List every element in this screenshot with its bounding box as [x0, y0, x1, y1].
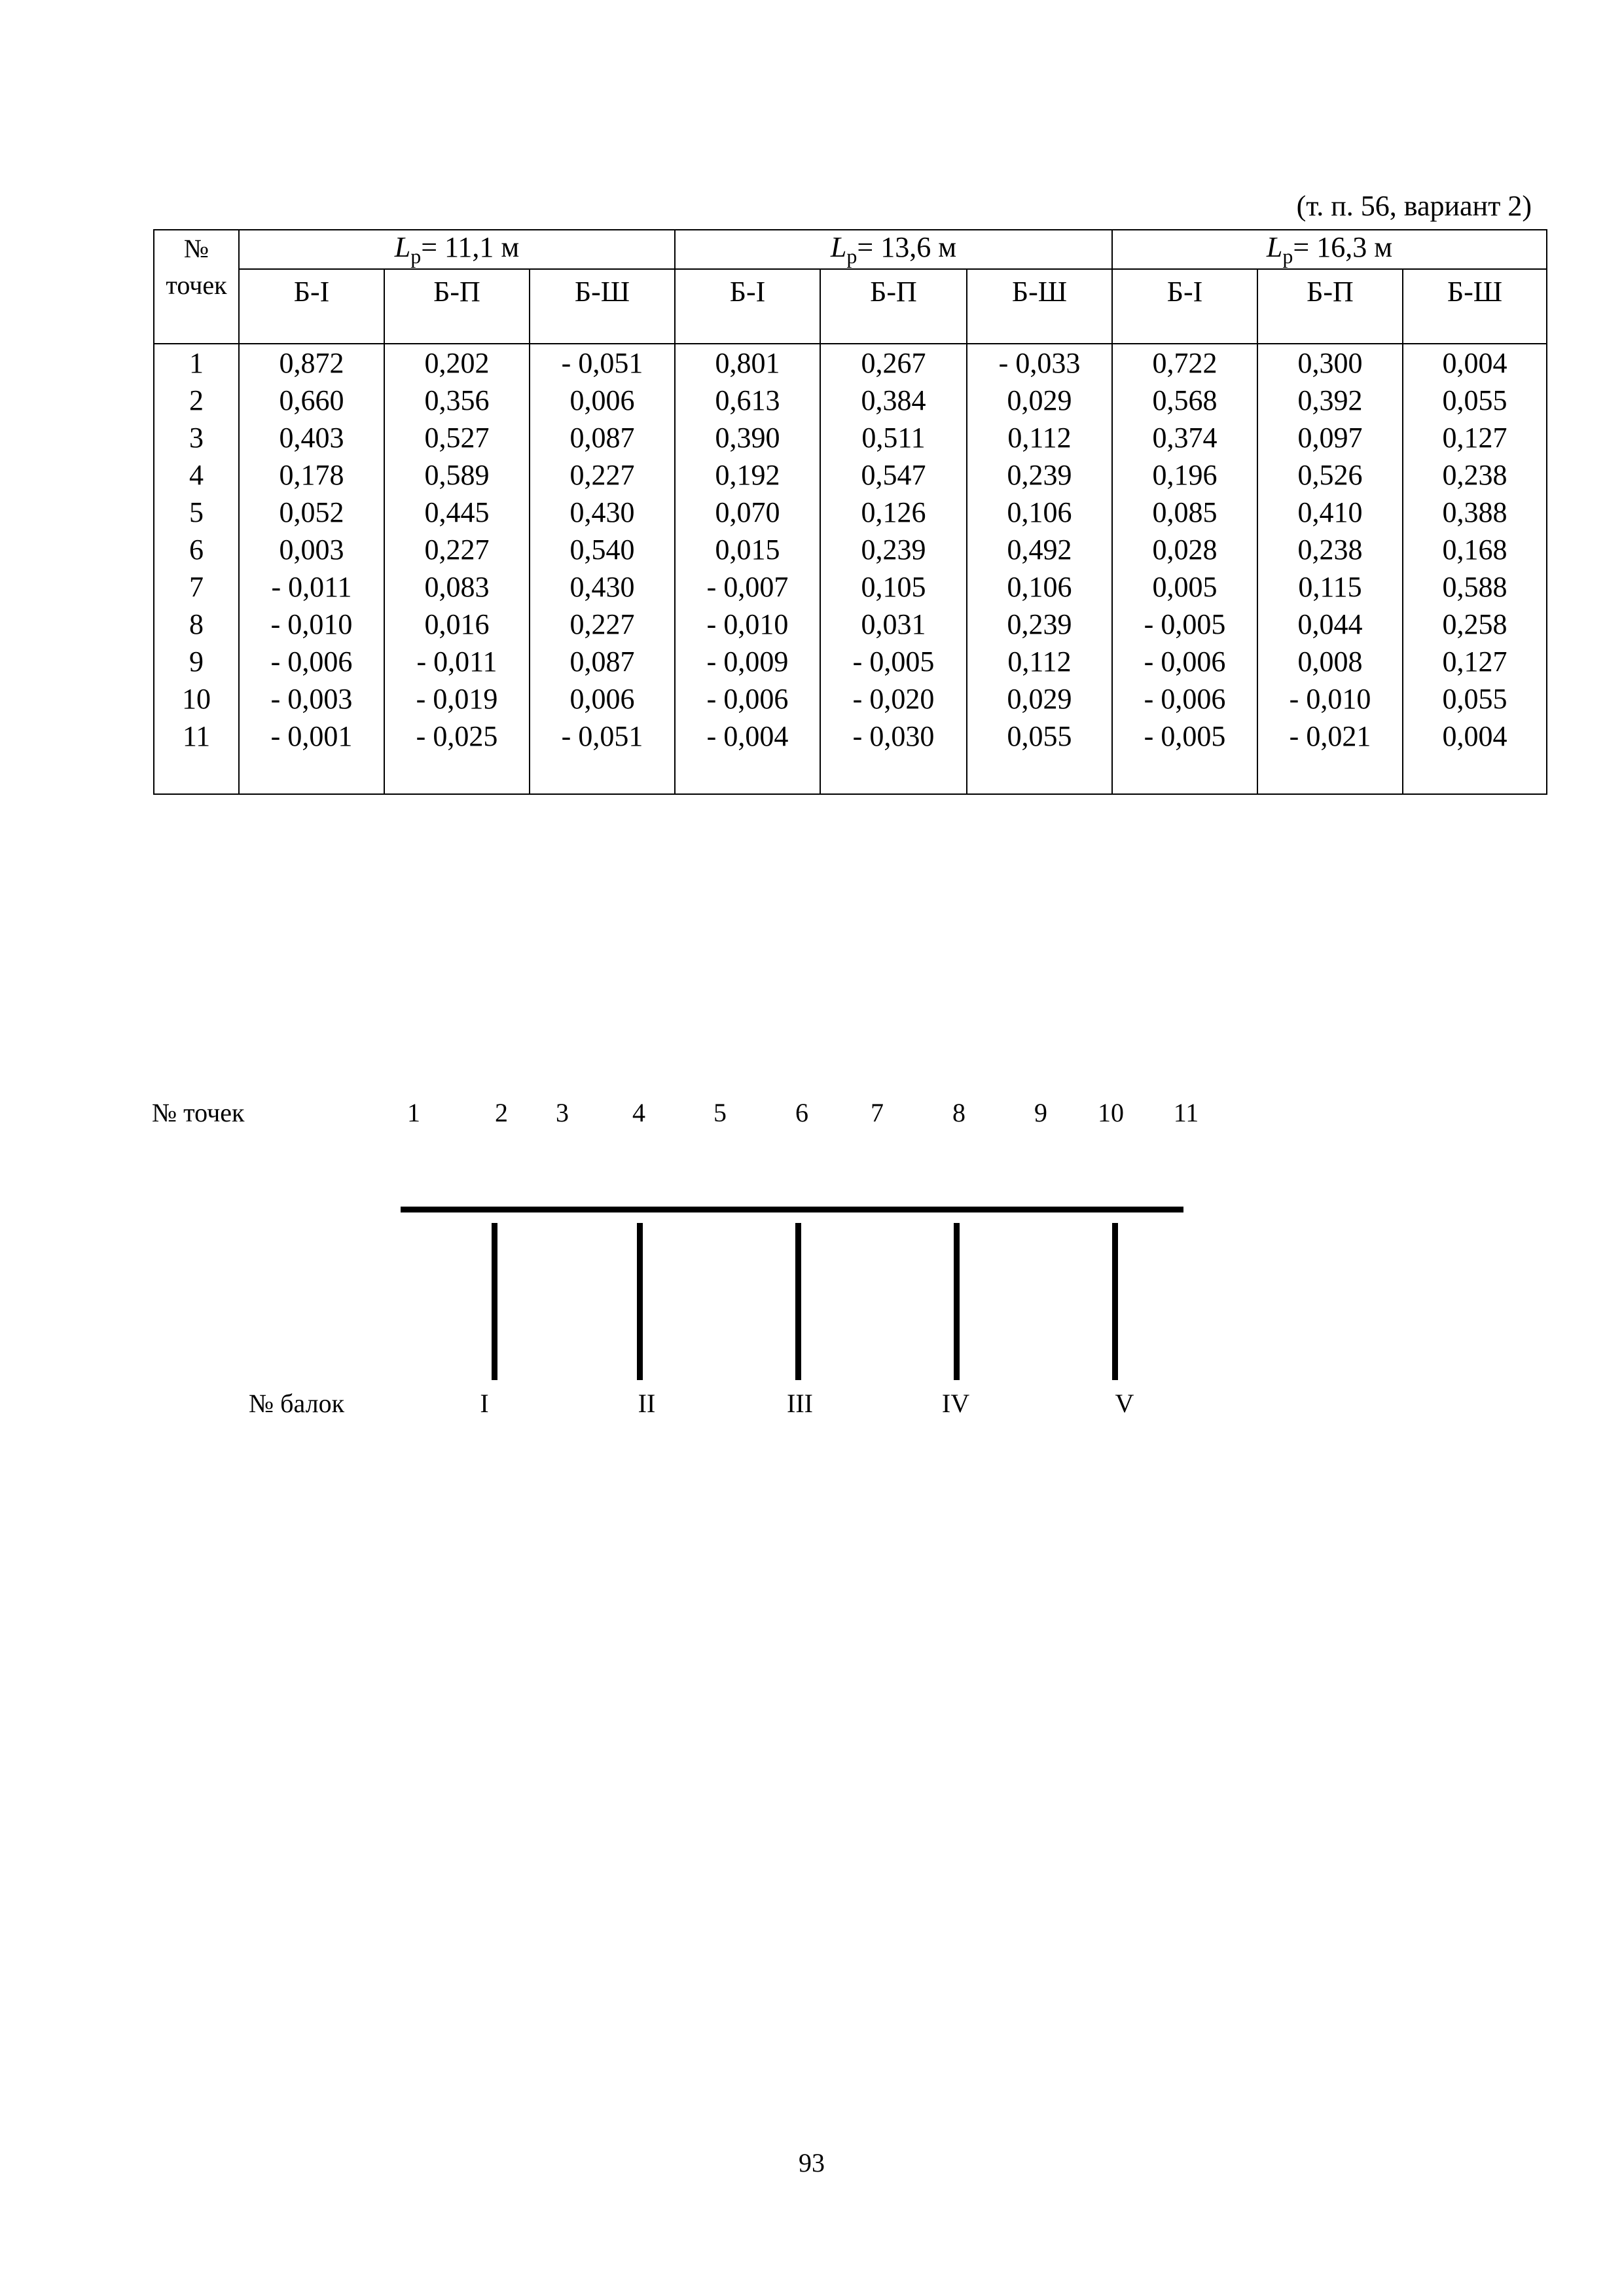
point-number-cell: 1 [189, 347, 204, 379]
table-cell: - 0,005 [1144, 720, 1226, 752]
table-cell: 0,589 [424, 459, 490, 491]
table-cell: 0,112 [1007, 646, 1072, 678]
table-cell: 0,196 [1152, 459, 1218, 491]
table-cell: 0,097 [1297, 422, 1363, 454]
table-cell: 0,801 [715, 347, 780, 379]
data-column [384, 344, 530, 794]
table-cell: 0,527 [424, 422, 490, 454]
table-cell: - 0,033 [998, 347, 1081, 379]
point-number-cell: 8 [189, 608, 204, 640]
point-number: 5 [713, 1098, 727, 1127]
table-cell: 0,722 [1152, 347, 1218, 379]
beams-label: № балок [249, 1389, 345, 1418]
table-cell: 0,006 [569, 384, 635, 416]
table-cell: - 0,020 [852, 683, 935, 715]
table-cell: - 0,019 [416, 683, 498, 715]
table-cell: 0,258 [1442, 608, 1507, 640]
girder-line [954, 1223, 960, 1380]
table-cell: 0,239 [1007, 459, 1072, 491]
column-header: Б-П [384, 269, 530, 344]
table-cell: 0,238 [1442, 459, 1507, 491]
table-cell: 0,085 [1152, 496, 1218, 528]
table-cell: 0,126 [861, 496, 926, 528]
girder-line [1112, 1223, 1118, 1380]
column-header: Б-Ш [1403, 269, 1547, 344]
point-number-cell: 9 [189, 646, 204, 678]
table-cell: 0,016 [424, 608, 490, 640]
table-cell: 0,106 [1007, 496, 1072, 528]
beam-number: III [787, 1389, 813, 1418]
table-cell: 0,227 [569, 459, 635, 491]
table-cell: 0,540 [569, 534, 635, 566]
table-cell: 0,267 [861, 347, 926, 379]
data-column [530, 344, 675, 794]
table-cell: 0,031 [861, 608, 926, 640]
column-header: Б-Ш [530, 269, 675, 344]
table-cell: 0,568 [1152, 384, 1218, 416]
table-cell: - 0,010 [270, 608, 353, 640]
table-cell: - 0,001 [270, 720, 353, 752]
table-cell: 0,300 [1297, 347, 1363, 379]
table-cell: - 0,010 [1289, 683, 1371, 715]
table-cell: 0,087 [569, 422, 635, 454]
table-cell: - 0,006 [706, 683, 789, 715]
column-header: Б-I [239, 269, 384, 344]
data-column [1112, 344, 1257, 794]
table-cell: - 0,005 [1144, 608, 1226, 640]
point-number-cell: 3 [189, 422, 204, 454]
data-column [820, 344, 967, 794]
group-header-2: $L_р= 13,6$ м [675, 230, 1112, 269]
table-cell: 0,403 [279, 422, 344, 454]
point-number: 7 [871, 1098, 884, 1127]
table-cell: 0,029 [1007, 683, 1072, 715]
table-cell: 0,106 [1007, 571, 1072, 603]
table-cell: 0,004 [1442, 347, 1507, 379]
table-caption: (т. п. 56, вариант 2) [1296, 190, 1532, 222]
table-cell: - 0,010 [706, 608, 789, 640]
table-cell: 0,003 [279, 534, 344, 566]
table-cell: - 0,004 [706, 720, 789, 752]
table-cell: 0,168 [1442, 534, 1507, 566]
table-cell: - 0,051 [561, 720, 643, 752]
column-header: Б-П [1257, 269, 1403, 344]
table-cell: 0,105 [861, 571, 926, 603]
point-number-cell: 6 [189, 534, 204, 566]
data-column [1403, 344, 1547, 794]
table-cell: 0,202 [424, 347, 490, 379]
influence-table [153, 229, 1547, 795]
table-cell: 0,083 [424, 571, 490, 603]
table-cell: 0,660 [279, 384, 344, 416]
table-cell: 0,192 [715, 459, 780, 491]
table-cell: - 0,011 [271, 571, 352, 603]
data-column [967, 344, 1112, 794]
deck-slab-line [401, 1207, 1183, 1212]
table-cell: 0,044 [1297, 608, 1363, 640]
table-cell: 0,055 [1442, 384, 1507, 416]
table-cell: 0,392 [1297, 384, 1363, 416]
point-number: 6 [795, 1098, 808, 1127]
table-cell: 0,588 [1442, 571, 1507, 603]
table-cell: - 0,030 [852, 720, 935, 752]
point-number: 4 [632, 1098, 645, 1127]
table-cell: 0,055 [1007, 720, 1072, 752]
table-cell: 0,390 [715, 422, 780, 454]
point-number-cell: 10 [182, 683, 211, 715]
table-cell: 0,613 [715, 384, 780, 416]
table-cell: 0,388 [1442, 496, 1507, 528]
point-number-cell: 7 [189, 571, 204, 603]
point-number: 9 [1034, 1098, 1047, 1127]
table-cell: - 0,011 [416, 646, 497, 678]
table-cell: 0,239 [1007, 608, 1072, 640]
table-cell: 0,547 [861, 459, 926, 491]
table-cell: 0,430 [569, 496, 635, 528]
table-cell: 0,008 [1297, 646, 1363, 678]
table-cell: 0,239 [861, 534, 926, 566]
beam-number: V [1115, 1389, 1134, 1418]
table-cell: 0,227 [424, 534, 490, 566]
points-label: № точек [152, 1098, 245, 1127]
table-cell: 0,511 [861, 422, 926, 454]
table-cell: - 0,006 [270, 646, 353, 678]
group-header-3: $L_р= 16,3$ м [1112, 230, 1547, 269]
data-column [675, 344, 820, 794]
points-header: № точек [154, 230, 239, 344]
point-number: 10 [1098, 1098, 1124, 1127]
table-cell: 0,028 [1152, 534, 1218, 566]
table-cell: 0,070 [715, 496, 780, 528]
beam-number: II [638, 1389, 656, 1418]
table-cell: 0,384 [861, 384, 926, 416]
point-number: 1 [407, 1098, 420, 1127]
table-cell: 0,127 [1442, 422, 1507, 454]
table-cell: - 0,005 [852, 646, 935, 678]
table-cell: - 0,006 [1144, 646, 1226, 678]
table-cell: - 0,007 [706, 571, 789, 603]
point-number: 11 [1173, 1098, 1199, 1127]
table-cell: - 0,021 [1289, 720, 1371, 752]
beam-number: I [480, 1389, 489, 1418]
girder-line [492, 1223, 497, 1380]
point-number: 3 [556, 1098, 569, 1127]
table-cell: 0,006 [569, 683, 635, 715]
table-cell: - 0,003 [270, 683, 353, 715]
point-number-column [154, 344, 239, 794]
table-cell: 0,526 [1297, 459, 1363, 491]
point-number-cell: 5 [189, 496, 204, 528]
table-cell: 0,238 [1297, 534, 1363, 566]
table-cell: 0,004 [1442, 720, 1507, 752]
data-column [239, 344, 384, 794]
group-header-1: $L_р= 11,1$ м [239, 230, 675, 269]
beam-number: IV [941, 1389, 970, 1418]
table-cell: - 0,006 [1144, 683, 1226, 715]
table-cell: 0,055 [1442, 683, 1507, 715]
table-cell: 0,374 [1152, 422, 1218, 454]
table-cell: - 0,009 [706, 646, 789, 678]
table-cell: 0,015 [715, 534, 780, 566]
table-cell: 0,052 [279, 496, 344, 528]
column-header: Б-I [675, 269, 820, 344]
table-cell: 0,445 [424, 496, 490, 528]
point-number-cell: 4 [189, 459, 204, 491]
column-header: Б-I [1112, 269, 1257, 344]
point-number-cell: 2 [189, 384, 204, 416]
point-number: 2 [495, 1098, 508, 1127]
table-cell: 0,492 [1007, 534, 1072, 566]
table-cell: 0,115 [1298, 571, 1362, 603]
data-column [1257, 344, 1403, 794]
table-cell: - 0,051 [561, 347, 643, 379]
girder-line [637, 1223, 643, 1380]
point-number-cell: 11 [182, 720, 211, 752]
table-cell: 0,029 [1007, 384, 1072, 416]
table-cell: 0,087 [569, 646, 635, 678]
table-cell: 0,178 [279, 459, 344, 491]
table-cell: 0,127 [1442, 646, 1507, 678]
table-cell: - 0,025 [416, 720, 498, 752]
point-number: 8 [952, 1098, 965, 1127]
girder-line [795, 1223, 801, 1380]
column-header: Б-Ш [967, 269, 1112, 344]
column-header: Б-П [820, 269, 967, 344]
table-cell: 0,227 [569, 608, 635, 640]
table-cell: 0,356 [424, 384, 490, 416]
table-cell: 0,005 [1152, 571, 1218, 603]
table-cell: 0,430 [569, 571, 635, 603]
page-number: 93 [799, 2148, 825, 2178]
table-cell: 0,112 [1007, 422, 1072, 454]
table-cell: 0,410 [1297, 496, 1363, 528]
table-cell: 0,872 [279, 347, 344, 379]
